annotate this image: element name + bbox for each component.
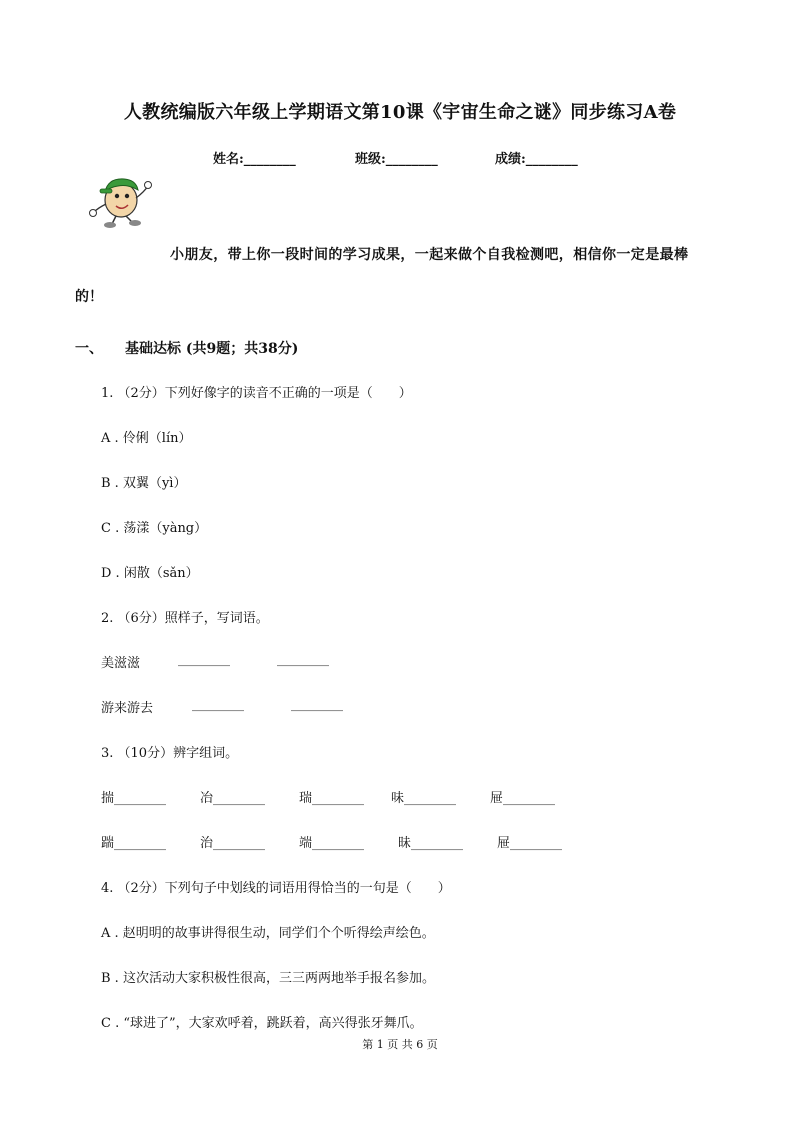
- question-3-row2-item: 端________: [299, 836, 365, 851]
- score-field: 成绩:________: [495, 152, 578, 167]
- question-3-row2-item: 踹________: [101, 836, 167, 851]
- class-field: 班级:________: [355, 152, 438, 167]
- question-3-row2-item: 治________: [200, 836, 266, 851]
- question-3-row2-item: 昧________: [398, 836, 464, 851]
- question-1-option-a: A . 伶俐（lín）: [101, 431, 192, 446]
- section-heading: [75, 338, 298, 358]
- question-4-option-b: B . 这次活动大家积极性很高，三三两两地举手报名参加。: [101, 971, 435, 986]
- question-4-option-a: A . 赵明明的故事讲得很生动，同学们个个听得绘声绘色。: [101, 926, 435, 941]
- question-2-row2-label: 游来游去: [101, 701, 154, 716]
- question-2-stem: 2. （6分）照样子，写词语。: [101, 611, 269, 626]
- question-2-row1-blank2: ________: [277, 652, 329, 667]
- question-3-row1-item: 味________: [391, 791, 457, 806]
- question-3-row1-item: 揣________: [101, 791, 167, 806]
- question-3-row2-item: 屉________: [497, 836, 563, 851]
- intro-text: 小朋友，带上你一段时间的学习成果，一起来做个自我检测吧，相信你一定是最棒: [170, 247, 689, 263]
- question-3-row1-item: 屉________: [490, 791, 556, 806]
- name-field: 姓名:________: [213, 152, 296, 167]
- question-2-row2-blank2: ________: [291, 697, 343, 712]
- page-footer: 第 1 页 共 6 页: [362, 1038, 438, 1051]
- question-1-option-d: D . 闲散（sǎn）: [101, 566, 199, 581]
- question-2-row2-blank1: ________: [192, 697, 244, 712]
- section-title: 基础达标 (共9题；共38分): [125, 341, 299, 357]
- question-4-option-c: C . “球进了”，大家欢呼着，跳跃着，高兴得张牙舞爪。: [101, 1016, 423, 1031]
- question-3-row1-item: 冶________: [200, 791, 266, 806]
- question-2-row1-label: 美滋滋: [101, 656, 141, 671]
- page-title: 人教统编版六年级上学期语文第10课《宇宙生命之谜》同步练习A卷: [123, 102, 677, 123]
- intro-text-continued: 的！: [75, 289, 103, 305]
- question-3-row1-item: 瑞________: [299, 791, 365, 806]
- question-1-option-b: B . 双翼（yì）: [101, 476, 187, 491]
- question-2-row1-blank1: ________: [178, 652, 230, 667]
- question-1-option-c: C . 荡漾（yàng）: [101, 521, 208, 536]
- section-number: 一、: [75, 341, 103, 357]
- question-3-stem: 3. （10分）辨字组词。: [101, 746, 239, 761]
- question-4-stem: 4. （2分）下列句子中划线的词语用得恰当的一句是（ ）: [101, 881, 451, 896]
- question-1-stem: 1. （2分）下列好像字的读音不正确的一项是（ ）: [101, 386, 412, 401]
- mascot-illustration: [88, 170, 154, 230]
